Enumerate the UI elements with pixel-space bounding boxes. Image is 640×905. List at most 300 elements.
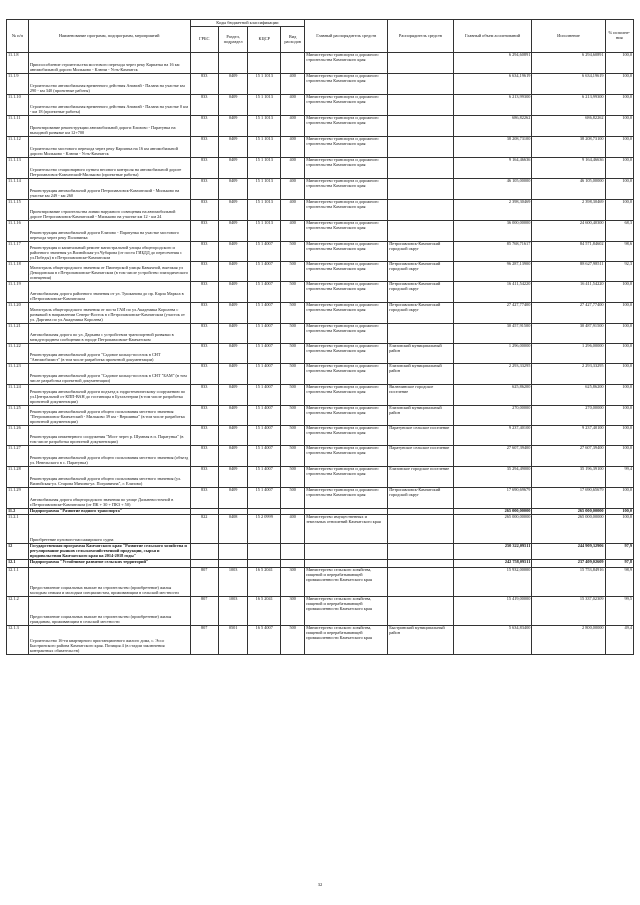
row-ksr: 15 2 0999 [248, 515, 281, 544]
row-grbs: 833 [190, 385, 218, 406]
row-pct: 97,9 [605, 544, 633, 560]
row-pct: 100,0 [605, 324, 633, 344]
row-obem: 27 427,77400 [453, 303, 532, 324]
row-name: Реконструкция и капитальный ремонт магистральной улицы общегородского и районного значения ул.Вилюйская-ул.Чубарова (от поста ГИБДД до пересечения с ул.Победы) в г.Петропавловске-Камчатском [28, 242, 190, 262]
row-glavny [305, 544, 388, 560]
row-isp: 84 571,84602 [532, 242, 605, 262]
row-pct: 100,0 [605, 282, 633, 303]
row-num: 11.2.1 [7, 515, 29, 544]
row-razdel: 0409 [218, 200, 247, 221]
row-obem: 46 105,00000 [453, 179, 532, 200]
budget-table [6, 19, 634, 655]
row-isp: 15 337,02309 [532, 596, 605, 625]
row-vr: 500 [281, 426, 305, 446]
row-grbs: 833 [190, 324, 218, 344]
header-ispolnenie: Исполнение [532, 20, 605, 53]
row-num: 11.1.9 [7, 74, 29, 95]
row-pct: 100,0 [605, 446, 633, 467]
row-rasp [388, 559, 454, 567]
row-rasp: Вилючинское городское поселение [388, 385, 454, 406]
row-name: Приспособление строительства мостового перехода через реку Карпатка на 16 км автомобильной дороги Мильково - Ключи - Усть-Камчатск [28, 53, 190, 74]
row-name: Реконструкция автомобильной дороги общего пользования местного значения (объезд ул. Невельского в с. Паратунка) [28, 446, 190, 467]
row-name: Государственная программа Камчатского края "Развитие сельского хозяйства и регулирование рынков сельскохозяйственной продукции, сырья и продовольствия Камчатского края на 2014-2018 годы" [28, 544, 190, 560]
table-row [7, 426, 634, 446]
row-obem: 270,00000 [453, 406, 532, 426]
row-razdel: 0409 [218, 158, 247, 179]
table-row [7, 324, 634, 344]
row-name: Реконструкция автомобильной дороги "Садовое кольцо-поселок в СНТ "БАМ" (в том числе разработка проектной документации) [28, 364, 190, 385]
row-razdel [218, 544, 247, 560]
row-pct: 98,6 [605, 242, 633, 262]
table-row [7, 467, 634, 488]
row-name: Проектирование строительства линии наружного освещения на автомобильной дороге Петропавловск-Камчатский - Мильково на участке км 12 - км 24 [28, 200, 190, 221]
row-glavny: Министерство транспорта и дорожного строительства Камчатского края [305, 137, 388, 158]
row-ksr: 15 1 4007 [248, 467, 281, 488]
row-glavny: Министерство транспорта и дорожного строительства Камчатского края [305, 344, 388, 364]
row-grbs [190, 544, 218, 560]
row-rasp [388, 515, 454, 544]
row-rasp [388, 137, 454, 158]
row-obem: 2 398,30469 [453, 200, 532, 221]
row-razdel: 0501 [218, 625, 247, 654]
row-grbs: 833 [190, 446, 218, 467]
row-obem: 9 164,46636 [453, 158, 532, 179]
row-obem: 250 322,09511 [453, 544, 532, 560]
row-num: 11.1.19 [7, 282, 29, 303]
row-obem: 38 208,73100 [453, 137, 532, 158]
row-num: 11.1.10 [7, 95, 29, 116]
row-glavny: Министерство сельского хозяйства, пищевой и перерабатывающей промышленности Камчатского края [305, 567, 388, 596]
row-grbs: 833 [190, 95, 218, 116]
row-pct: 100,0 [605, 385, 633, 406]
row-razdel: 0409 [218, 385, 247, 406]
row-obem: 17 690,69679 [453, 488, 532, 509]
row-grbs: 833 [190, 116, 218, 137]
row-ksr: 15 1 1013 [248, 221, 281, 242]
row-pct: 99,5 [605, 596, 633, 625]
table-row [7, 303, 634, 324]
row-rasp [388, 95, 454, 116]
row-razdel: 0409 [218, 179, 247, 200]
row-pct: 100,0 [605, 488, 633, 509]
row-razdel: 0409 [218, 324, 247, 344]
row-obem: 242 758,09511 [453, 559, 532, 567]
row-ksr: 15 1 4007 [248, 324, 281, 344]
row-obem: 16 411,54220 [453, 282, 532, 303]
row-vr: 300 [281, 567, 305, 596]
row-isp: 6 634,19619 [532, 74, 605, 95]
row-grbs: 833 [190, 242, 218, 262]
row-num: 12.1 [7, 559, 29, 567]
row-glavny: Министерство транспорта и дорожного строительства Камчатского края [305, 95, 388, 116]
row-isp: 24 600,40300 [532, 221, 605, 242]
table-row [7, 262, 634, 282]
row-grbs: 833 [190, 282, 218, 303]
row-num: 12.1.3 [7, 625, 29, 654]
row-grbs: 807 [190, 625, 218, 654]
row-obem: 2 293,33295 [453, 364, 532, 385]
row-isp: 265 000,00000 [532, 515, 605, 544]
row-grbs: 833 [190, 74, 218, 95]
row-rasp: Быстринский муниципальный район [388, 625, 454, 654]
row-num: 11.1.17 [7, 242, 29, 262]
row-grbs: 807 [190, 596, 218, 625]
row-rasp [388, 116, 454, 137]
row-name: Автомобильная дорога по ул. Дарьина с устройством транспортной развязки в междугороднем сообщении в городе Петропавловске-Камчатском [28, 324, 190, 344]
row-grbs: 833 [190, 364, 218, 385]
table-row [7, 116, 634, 137]
row-ksr [248, 53, 281, 74]
row-rasp: Петропавловск-Камчатский городской округ [388, 303, 454, 324]
row-name: Реконструкция автомобильной дороги общего пользования местного значения (ул. Вилюйская-ул. Старова Мичина-ул. Погранична", г. Елизово) [28, 467, 190, 488]
row-num: 11.1.14 [7, 179, 29, 200]
row-ksr [248, 544, 281, 560]
row-num: 11.1.12 [7, 137, 29, 158]
row-ksr: 15 1 4007 [248, 364, 281, 385]
row-pct: 68,3 [605, 221, 633, 242]
row-num: 11.2 [7, 509, 29, 515]
row-grbs: 833 [190, 488, 218, 509]
row-num: 11.1.23 [7, 364, 29, 385]
row-obem: 265 000,00000 [453, 515, 532, 544]
row-name: Строительство автомобильная временного действия Анавгай - Палана на участке 0 км - км 18 (проектные работы) [28, 95, 190, 116]
row-ksr: 15 1 1013 [248, 200, 281, 221]
row-num: 11.1.8 [7, 53, 29, 74]
row-name: Строительство мостового перехода через реку Карпатка на 16 км автомобильной дороги Мильково - Ключи - Усть-Камчатск [28, 137, 190, 158]
row-glavny: Министерство транспорта и дорожного строительства Камчатского края [305, 406, 388, 426]
row-grbs: 833 [190, 467, 218, 488]
row-pct: 100,0 [605, 53, 633, 74]
row-name: Автомобильная дорога общегородского значения по улице Дальневосточной в г.Петропавловске-Камчатском (от ПК + 30 + ПК3 + 50) [28, 488, 190, 509]
row-rasp [388, 324, 454, 344]
row-razdel: 1003 [218, 596, 247, 625]
row-razdel [218, 559, 247, 567]
row-rasp: Петропавловск-Камчатский городской округ [388, 242, 454, 262]
row-isp: 1 296,00000 [532, 344, 605, 364]
row-rasp [388, 53, 454, 74]
row-vr: 500 [281, 625, 305, 654]
row-grbs: 833 [190, 200, 218, 221]
header-vr: Вид расходов [281, 27, 305, 53]
row-obem: 9 237,40100 [453, 426, 532, 446]
row-pct: 99,4 [605, 467, 633, 488]
row-glavny: Министерство транспорта и дорожного строительства Камчатского края [305, 221, 388, 242]
table-row [7, 200, 634, 221]
row-name: Строительство 16-ти квартирного пристанционного жилого дома, с. Эссо Быстринского района Камчатского края. Позиция 4 (в стадии заключения контрактных обязательств) [28, 625, 190, 654]
row-pct: 100,0 [605, 116, 633, 137]
row-glavny: Министерство транспорта и дорожного строительства Камчатского края [305, 303, 388, 324]
header-name: Наименование программ, подпрограмм, мероприятий [28, 20, 190, 53]
row-isp: 2 293,33295 [532, 364, 605, 385]
table-row [7, 344, 634, 364]
row-pct: 100,0 [605, 303, 633, 324]
row-vr: 400 [281, 158, 305, 179]
table-row [7, 221, 634, 242]
row-vr: 500 [281, 282, 305, 303]
row-vr [281, 544, 305, 560]
row-grbs [190, 559, 218, 567]
row-vr: 500 [281, 242, 305, 262]
row-obem: 6 634,19619 [453, 74, 532, 95]
table-row [7, 158, 634, 179]
row-rasp: Паратунское сельское поселение [388, 446, 454, 467]
header-glavny: Главный распорядитель средств [305, 20, 388, 53]
row-razdel: 0409 [218, 282, 247, 303]
row-ksr: 15 1 4007 [248, 242, 281, 262]
row-pct: 100,0 [605, 158, 633, 179]
row-rasp: Елизовский муниципальный район [388, 344, 454, 364]
row-rasp [388, 544, 454, 560]
row-razdel: 0409 [218, 446, 247, 467]
row-num: 12 [7, 544, 29, 560]
row-vr: 500 [281, 446, 305, 467]
row-isp: 265 000,00000 [532, 509, 605, 515]
row-rasp: Паратунское сельское поселение [388, 426, 454, 446]
row-pct: 100,0 [605, 200, 633, 221]
row-name: Предоставление социальных выплат на строительство (приобретение) жилья гражданам, проживающим в сельской местности [28, 596, 190, 625]
row-ksr: 16 5 2041 [248, 567, 281, 596]
row-glavny: Министерство транспорта и дорожного строительства Камчатского края [305, 74, 388, 95]
row-razdel: 0409 [218, 262, 247, 282]
row-pct: 100,0 [605, 137, 633, 158]
row-pct: 100,0 [605, 364, 633, 385]
row-grbs: 833 [190, 303, 218, 324]
row-rasp: Петропавловск-Камчатский городской округ [388, 282, 454, 303]
row-ksr: 15 1 4007 [248, 282, 281, 303]
row-ksr: 15 1 1013 [248, 179, 281, 200]
row-grbs [190, 53, 218, 74]
row-isp: 27 427,77400 [532, 303, 605, 324]
row-glavny: Министерство имущественных и земельных отношений Камчатского края [305, 515, 388, 544]
row-glavny: Министерство сельского хозяйства, пищевой и перерабатывающей промышленности Камчатского края [305, 625, 388, 654]
row-grbs: 833 [190, 426, 218, 446]
row-obem: 15 932,00000 [453, 567, 532, 596]
row-pct: 97,8 [605, 559, 633, 567]
row-obem: 6 213,99300 [453, 95, 532, 116]
row-rasp [388, 179, 454, 200]
row-isp: 17 690,65679 [532, 488, 605, 509]
row-grbs: 807 [190, 567, 218, 596]
row-vr: 500 [281, 385, 305, 406]
row-obem: 265 000,00000 [453, 509, 532, 515]
row-pct: 100,0 [605, 74, 633, 95]
row-vr: 400 [281, 200, 305, 221]
row-num: 11.1.15 [7, 200, 29, 221]
row-vr [281, 559, 305, 567]
row-pct: 100,0 [605, 344, 633, 364]
row-ksr: 15 1 4007 [248, 426, 281, 446]
row-obem: 625,86200 [453, 385, 532, 406]
row-isp: 2 398,30469 [532, 200, 605, 221]
table-row [7, 282, 634, 303]
row-grbs: 833 [190, 179, 218, 200]
row-vr: 500 [281, 324, 305, 344]
row-glavny: Министерство транспорта и дорожного строительства Камчатского края [305, 262, 388, 282]
row-ksr: 15 1 1013 [248, 158, 281, 179]
row-num: 11.1.18 [7, 262, 29, 282]
row-vr: 400 [281, 179, 305, 200]
row-rasp: Елизовский муниципальный район [388, 364, 454, 385]
row-pct: 49,4 [605, 625, 633, 654]
row-ksr: 15 1 4007 [248, 385, 281, 406]
row-obem: 27 607,39400 [453, 446, 532, 467]
row-glavny: Министерство транспорта и дорожного строительства Камчатского края [305, 242, 388, 262]
row-name: Реконструкция автомобильной дороги Елизово - Паратунка на участке мостового перехода через реку Половинка [28, 221, 190, 242]
row-name: Подпрограмма "Развитие водного транспорта" [28, 509, 190, 515]
row-rasp [388, 596, 454, 625]
row-glavny: Министерство транспорта и дорожного строительства Камчатского края [305, 446, 388, 467]
row-vr: 400 [281, 515, 305, 544]
row-razdel: 0409 [218, 221, 247, 242]
row-num: 11.1.21 [7, 324, 29, 344]
row-rasp: Елизовское городское поселение [388, 467, 454, 488]
row-num: 11.1.11 [7, 116, 29, 137]
table-row [7, 242, 634, 262]
row-isp: 38 208,73100 [532, 137, 605, 158]
row-vr: 500 [281, 406, 305, 426]
row-name: Реконструкция автомобильной дороги общего пользования местного значения "Петропавловск-Камчатский - Мильково 39 км - Вершинка" (в том числе разработка проектной документации) [28, 406, 190, 426]
row-name: Реконструкция инженерного сооружения "Мост через р. Шумная в п. Паратунка" (в том числе разработка проектной документации) [28, 426, 190, 446]
row-grbs: 833 [190, 406, 218, 426]
header-codes-group: Коды бюджетной классификации [190, 20, 305, 27]
row-isp: 9 237,40100 [532, 426, 605, 446]
header-num: № п/п [7, 20, 29, 53]
row-vr: 500 [281, 364, 305, 385]
row-isp: 6 294,60891 [532, 53, 605, 74]
row-ksr: 15 1 4007 [248, 344, 281, 364]
row-grbs: 833 [190, 221, 218, 242]
table-row [7, 74, 634, 95]
header-rasporyaditel: Распорядитель средств [388, 20, 454, 53]
table-row [7, 385, 634, 406]
row-isp: 6 213,99300 [532, 95, 605, 116]
row-name: Предоставление социальных выплат на строительство (приобретение) жилья молодым семьям и молодым специалистам, проживающим в сельской местности [28, 567, 190, 596]
row-obem: 35 294,49000 [453, 467, 532, 488]
row-pct: 100,0 [605, 179, 633, 200]
row-obem: 30 457,91500 [453, 324, 532, 344]
row-name: Проектирование реконструкции автомобильной дороги Елизово - Паратунка на выходной развязке км 12+700 [28, 116, 190, 137]
row-name: Реконструкция автомобильной дороги подъезд к гидротехническому сооружению по ул.Центральной от КПП-ВАН до гостиницы в Бухгалтерии (в том числе разработка проектной документации) [28, 385, 190, 406]
row-pct: 100,0 [605, 509, 633, 515]
row-vr [281, 53, 305, 74]
row-isp: 686,82262 [532, 116, 605, 137]
table-row [7, 137, 634, 158]
row-isp: 46 105,00000 [532, 179, 605, 200]
row-num: 11.1.28 [7, 467, 29, 488]
row-isp: 625,86200 [532, 385, 605, 406]
row-num: 11.1.13 [7, 158, 29, 179]
header-percent: % исполне-ния [605, 20, 633, 53]
row-pct: 100,0 [605, 426, 633, 446]
row-ksr: 15 1 4007 [248, 488, 281, 509]
row-name: Строительство стационарного пункта весового контроля на автомобильной дороге Петропавловск-Камчатский-Мильково (проектные работы) [28, 158, 190, 179]
row-name: Реконструкция автомобильной дороги "Садовое кольцо-поселок в СНТ "Автомобилист" (в том числе разработка проектной документации) [28, 344, 190, 364]
header-obem: Главный объем ассигнований [453, 20, 532, 53]
row-rasp [388, 567, 454, 596]
row-num: 12.1.1 [7, 567, 29, 596]
row-isp: 15 753,84916 [532, 567, 605, 596]
row-razdel: 0409 [218, 242, 247, 262]
row-razdel: 0409 [218, 116, 247, 137]
row-glavny: Министерство транспорта и дорожного строительства Камчатского края [305, 426, 388, 446]
row-vr: 300 [281, 596, 305, 625]
row-rasp [388, 200, 454, 221]
row-num: 11.1.16 [7, 221, 29, 242]
row-glavny: Министерство транспорта и дорожного строительства Камчатского края [305, 282, 388, 303]
row-ksr: 15 1 1013 [248, 137, 281, 158]
row-isp: 2 800,00000 [532, 625, 605, 654]
row-vr: 400 [281, 137, 305, 158]
header-ksr: КЦСР [248, 27, 281, 53]
row-obem: 5 634,83400 [453, 625, 532, 654]
header-razdel: Раздел, подраздел [218, 27, 247, 53]
table-row [7, 364, 634, 385]
table-row [7, 544, 634, 560]
table-row [7, 596, 634, 625]
row-razdel: 0408 [218, 515, 247, 544]
row-ksr: 15 1 4007 [248, 262, 281, 282]
table-row [7, 625, 634, 654]
row-vr: 400 [281, 221, 305, 242]
row-razdel: 0409 [218, 364, 247, 385]
row-grbs: 822 [190, 515, 218, 544]
row-rasp: Петропавловск-Камчатский городской округ [388, 488, 454, 509]
row-vr: 500 [281, 262, 305, 282]
row-isp: 16 411,54220 [532, 282, 605, 303]
row-vr: 500 [281, 303, 305, 324]
row-razdel: 0409 [218, 137, 247, 158]
row-glavny: Министерство транспорта и дорожного строительства Камчатского края [305, 53, 388, 74]
row-obem: 1 296,00000 [453, 344, 532, 364]
row-ksr: 15 1 4007 [248, 303, 281, 324]
row-name: Строительство автомобильная временного действия Анавгай - Палана на участке км 290 - км 340 (проектные работы) [28, 74, 190, 95]
row-razdel: 0409 [218, 95, 247, 116]
row-ksr: 15 1 1013 [248, 95, 281, 116]
row-num: 11.1.27 [7, 446, 29, 467]
row-glavny: Министерство транспорта и дорожного строительства Камчатского края [305, 364, 388, 385]
row-obem: 36 000,00000 [453, 221, 532, 242]
table-row [7, 567, 634, 596]
row-glavny: Министерство транспорта и дорожного строительства Камчатского края [305, 116, 388, 137]
header-grbs: ГРБС [190, 27, 218, 53]
row-rasp: Петропавловск-Камчатский городской округ [388, 262, 454, 282]
row-glavny: Министерство транспорта и дорожного строительства Камчатского края [305, 385, 388, 406]
row-pct: 100,0 [605, 406, 633, 426]
row-pct: 92,3 [605, 262, 633, 282]
row-name: Приобретение пулового-пассажирского судна [28, 515, 190, 544]
row-name: Магистраль общегородского значения от Пионерской улицы Кавычной, выезжая ул Демидовская в г.Петропавловске-Камчатском (в том числе устройство эпизодического освещения) [28, 262, 190, 282]
row-ksr: 16 5 4007 [248, 625, 281, 654]
row-razdel: 0409 [218, 74, 247, 95]
row-vr: 500 [281, 467, 305, 488]
row-razdel: 0409 [218, 467, 247, 488]
row-ksr: 15 1 4007 [248, 446, 281, 467]
row-rasp [388, 74, 454, 95]
row-grbs: 833 [190, 262, 218, 282]
row-ksr: 16 5 2041 [248, 596, 281, 625]
row-glavny: Министерство транспорта и дорожного строительства Камчатского края [305, 158, 388, 179]
row-ksr [248, 559, 281, 567]
row-isp: 35 196,39100 [532, 467, 605, 488]
row-glavny: Министерство транспорта и дорожного строительства Камчатского края [305, 179, 388, 200]
table-row [7, 95, 634, 116]
row-num: 11.1.25 [7, 406, 29, 426]
row-grbs: 833 [190, 158, 218, 179]
row-glavny: Министерство сельского хозяйства, пищевой и перерабатывающей промышленности Камчатского края [305, 596, 388, 625]
row-isp: 237 409,02609 [532, 559, 605, 567]
row-obem: 85 768,71617 [453, 242, 532, 262]
table-row [7, 179, 634, 200]
